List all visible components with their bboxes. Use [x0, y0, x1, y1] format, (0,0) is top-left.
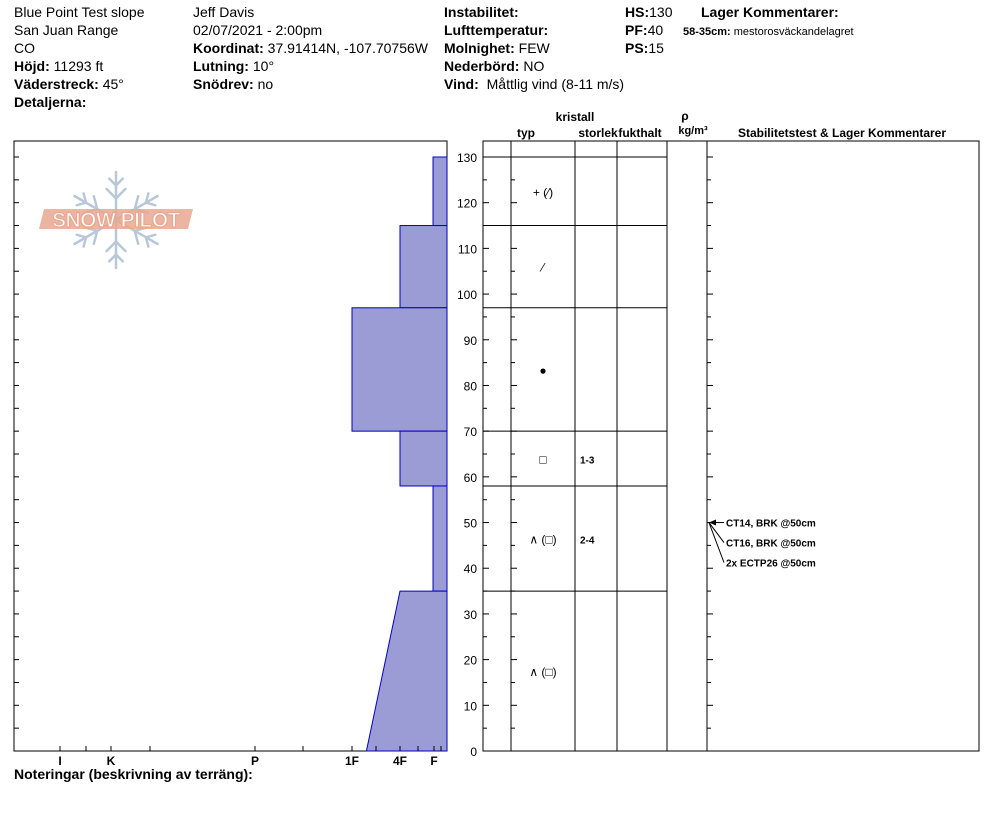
snowpilot-logo [39, 172, 193, 268]
table-frame [483, 141, 979, 751]
hardness-bar-4 [433, 486, 447, 591]
snowflake-branch [116, 189, 126, 199]
depth-tick-label: 10 [463, 699, 477, 714]
depth-tick-label: 30 [463, 607, 477, 622]
col-header-storlek: storlek [578, 126, 618, 140]
col-header-rho: ρ [681, 109, 689, 123]
hardness-frame [14, 141, 447, 751]
hardness-tick-label: F [430, 754, 438, 768]
hardness-tick-label: 1F [344, 754, 360, 768]
stability-test-label: CT16, BRK @50cm [726, 538, 816, 550]
grain-type-4: ∧ (□) [529, 532, 557, 547]
depth-tick-label: 60 [463, 470, 477, 485]
airtemp-label: Lufttemperatur: [444, 22, 549, 38]
observation-datetime: 02/07/2021 - 2:00pm [193, 22, 323, 38]
wind-value: Måttlig vind (8-11 m/s) [486, 76, 625, 92]
snowflake-branch [106, 242, 116, 252]
layer-comments-label: Lager Kommentarer: [701, 4, 839, 20]
wind-label: Vind: [444, 76, 479, 92]
range-name: San Juan Range [14, 22, 119, 38]
depth-tick-label: 50 [463, 516, 477, 531]
sky-value: FEW [518, 40, 550, 56]
slope-value: 10° [252, 58, 275, 74]
layer-table-panel [483, 141, 979, 751]
depth-tick-label: 120 [456, 196, 477, 211]
hardness-tick-label: P [250, 754, 260, 768]
ps-value: 15 [648, 40, 664, 56]
coordinate-label: Koordinat: [193, 40, 264, 56]
grain-size-3: 1-3 [580, 455, 595, 467]
instability-label: Instabilitet: [444, 4, 519, 20]
snowflake-branch [77, 203, 86, 205]
depth-tick-label: 110 [457, 242, 477, 257]
elevation-value: 11293 ft [53, 58, 104, 74]
drift-value: no [257, 76, 274, 92]
grain-type-5: ∧ (□) [529, 665, 557, 680]
grain-type-2: ● [539, 363, 547, 378]
location-title: Blue Point Test slope [14, 4, 145, 20]
hardness-bar-0 [433, 157, 447, 226]
hardness-bar-2 [352, 308, 447, 431]
test-leader [709, 523, 724, 563]
slope-label: Lutning: [193, 58, 249, 74]
logo-text: SNOW PILOT [52, 209, 180, 232]
pf-value: 40 [647, 22, 664, 38]
sky-label: Molnighet: [444, 40, 515, 56]
layer-comment-text: mestorosväckandelagret [733, 26, 854, 38]
depth-tick-label: 70 [463, 425, 477, 440]
precip-label: Nederbörd: [444, 58, 520, 74]
depth-tick-label: 40 [463, 562, 477, 577]
hs-label: HS: [625, 4, 650, 20]
test-leader [709, 523, 724, 543]
observer-name: Jeff Davis [193, 4, 255, 20]
depth-axis [457, 141, 713, 759]
col-header-fukthalt: fukthalt [618, 126, 662, 140]
state-name: CO [14, 40, 35, 56]
hardness-tick-label: K [106, 754, 116, 768]
snowflake-branch [106, 189, 116, 199]
depth-tick-label: 100 [456, 288, 477, 303]
snowflake-branch [146, 203, 155, 205]
hardness-tick-label: I [58, 754, 62, 768]
terrain-notes-label: Noteringar (beskrivning av terräng): [14, 766, 253, 782]
depth-tick-label: 0 [470, 745, 477, 759]
col-header-kristall: kristall [555, 110, 595, 124]
aspect-label: Väderstreck: [14, 76, 99, 92]
layer-comment-depth: 58-35cm: [683, 26, 731, 38]
hardness-bar-3 [400, 431, 447, 486]
depth-tick-label: 80 [463, 379, 477, 394]
ps-label: PS: [625, 40, 649, 56]
hardness-tick-label: 4F [392, 754, 408, 768]
stability-test-label: 2x ECTP26 @50cm [726, 558, 816, 570]
depth-tick-label: 90 [463, 333, 477, 348]
pf-label: PF: [625, 22, 648, 38]
aspect-value: 45° [102, 76, 124, 92]
col-header-density-unit: kg/m³ [678, 125, 708, 137]
details-label: Detaljerna: [14, 94, 87, 110]
hardness-bar-5 [366, 591, 447, 751]
hs-value: 130 [649, 4, 673, 20]
hardness-bar-1 [400, 226, 447, 308]
col-header-typ: typ [517, 126, 535, 140]
grain-type-3: □ [539, 452, 547, 467]
snowflake-branch [146, 235, 155, 237]
stability-test-label: CT14, BRK @50cm [726, 518, 816, 530]
coordinate-value: 37.91414N, -107.70756W [267, 40, 428, 56]
snowflake-branch [116, 242, 126, 252]
grain-type-0: + (⁄) [532, 185, 554, 200]
depth-tick-label: 130 [456, 151, 477, 165]
grain-type-1: ⁄ [541, 260, 545, 275]
drift-label: Snödrev: [193, 76, 254, 92]
col-header-stability: Stabilitetstest & Lager Kommentarer [737, 126, 947, 140]
depth-tick-label: 20 [463, 653, 477, 668]
grain-size-4: 2-4 [580, 535, 595, 547]
elevation-label: Höjd: [14, 58, 50, 74]
precip-value: NO [523, 58, 545, 74]
snowflake-branch [77, 235, 86, 237]
